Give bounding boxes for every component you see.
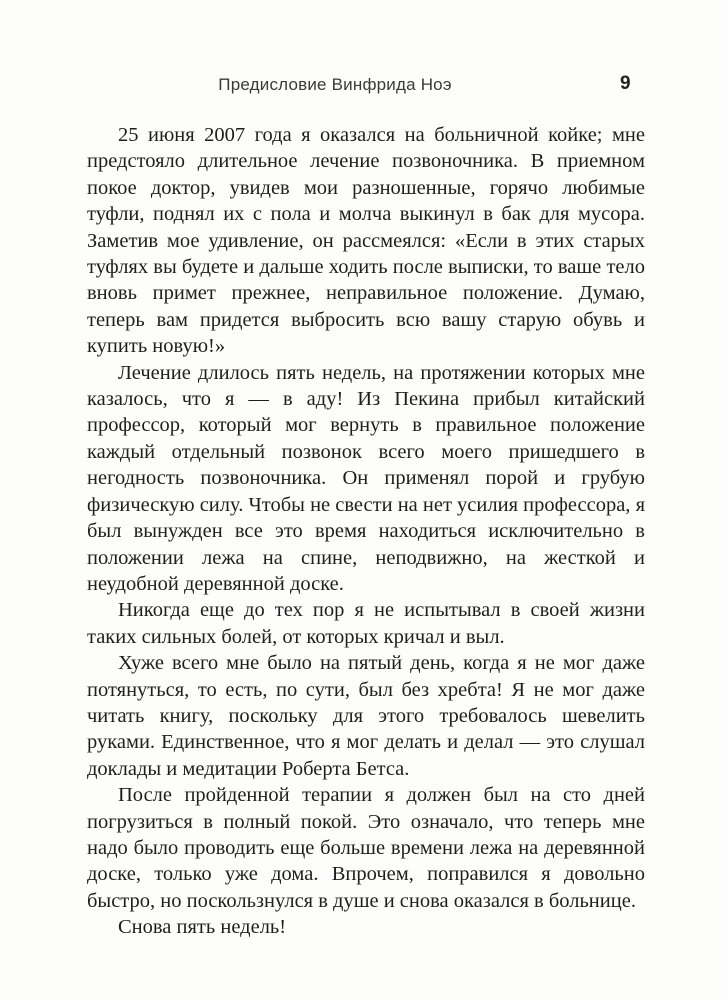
body-text <box>87 122 645 941</box>
paragraph-pain: Никогда еще до тех пор я не испытывал в своей жизни таких сильных болей, от которых кричал и выл. <box>87 599 645 648</box>
paragraph-treatment: Лечение длилось пять недель, на протяжении которых мне казалось, что я — в аду! Из Пекина прибыл китайский профессор, который мог вернуть в правильное положение каждый отдельный позвонок всего моего пришедшего в негодность позвоночника. Он применял порой и грубую физическую силу. Чтобы не свести на нет усилия профессора, я был вынужден все это время находиться исключительно в положении лежа на спине, неподвижно, на жесткой и неудобной деревянной доске. <box>87 361 645 595</box>
paragraph-again: Снова пять недель! <box>118 916 287 939</box>
paragraph-hospital-arrival: 25 июня 2007 года я оказался на больничной койке; мне предстояло длительное лечение позвоночника. В приемном покое доктор, увидев мои разношенные, горячо любимые туфли, поднял их с пола и молча выкинул в бак для мусора. Заметив мое удивление, он рассмеялся: «Если в этих старых туфлях вы будете и дальше ходить после выписки, то ваше тело вновь примет прежнее, неправильное положение. Думаю, теперь вам придется выбросить всю вашу старую обувь и купить новую!» <box>87 124 645 358</box>
paragraph-fifth-day: Хуже всего мне было на пятый день, когда я не мог даже потянуться, то есть, по сути, был без хребта! Я не мог даже читать книгу, поскольку для этого требовалось шевелить руками. Единственное, что я мог делать и делал — это слушал доклады и медитации Роберта Бетса. <box>87 652 645 780</box>
page-number: 9 <box>620 73 631 94</box>
running-title: Предисловие Винфрида Ноэ <box>218 75 452 94</box>
paragraph-after-therapy: После пройденной терапии я должен был на сто дней погрузиться в полный покой. Это означало, что теперь мне надо было проводить еще больше времени лежа на деревянной доске, только уже дома. Впрочем, поправился я довольно быстро, но поскользнулся в душе и снова оказался в больнице. <box>87 784 645 912</box>
